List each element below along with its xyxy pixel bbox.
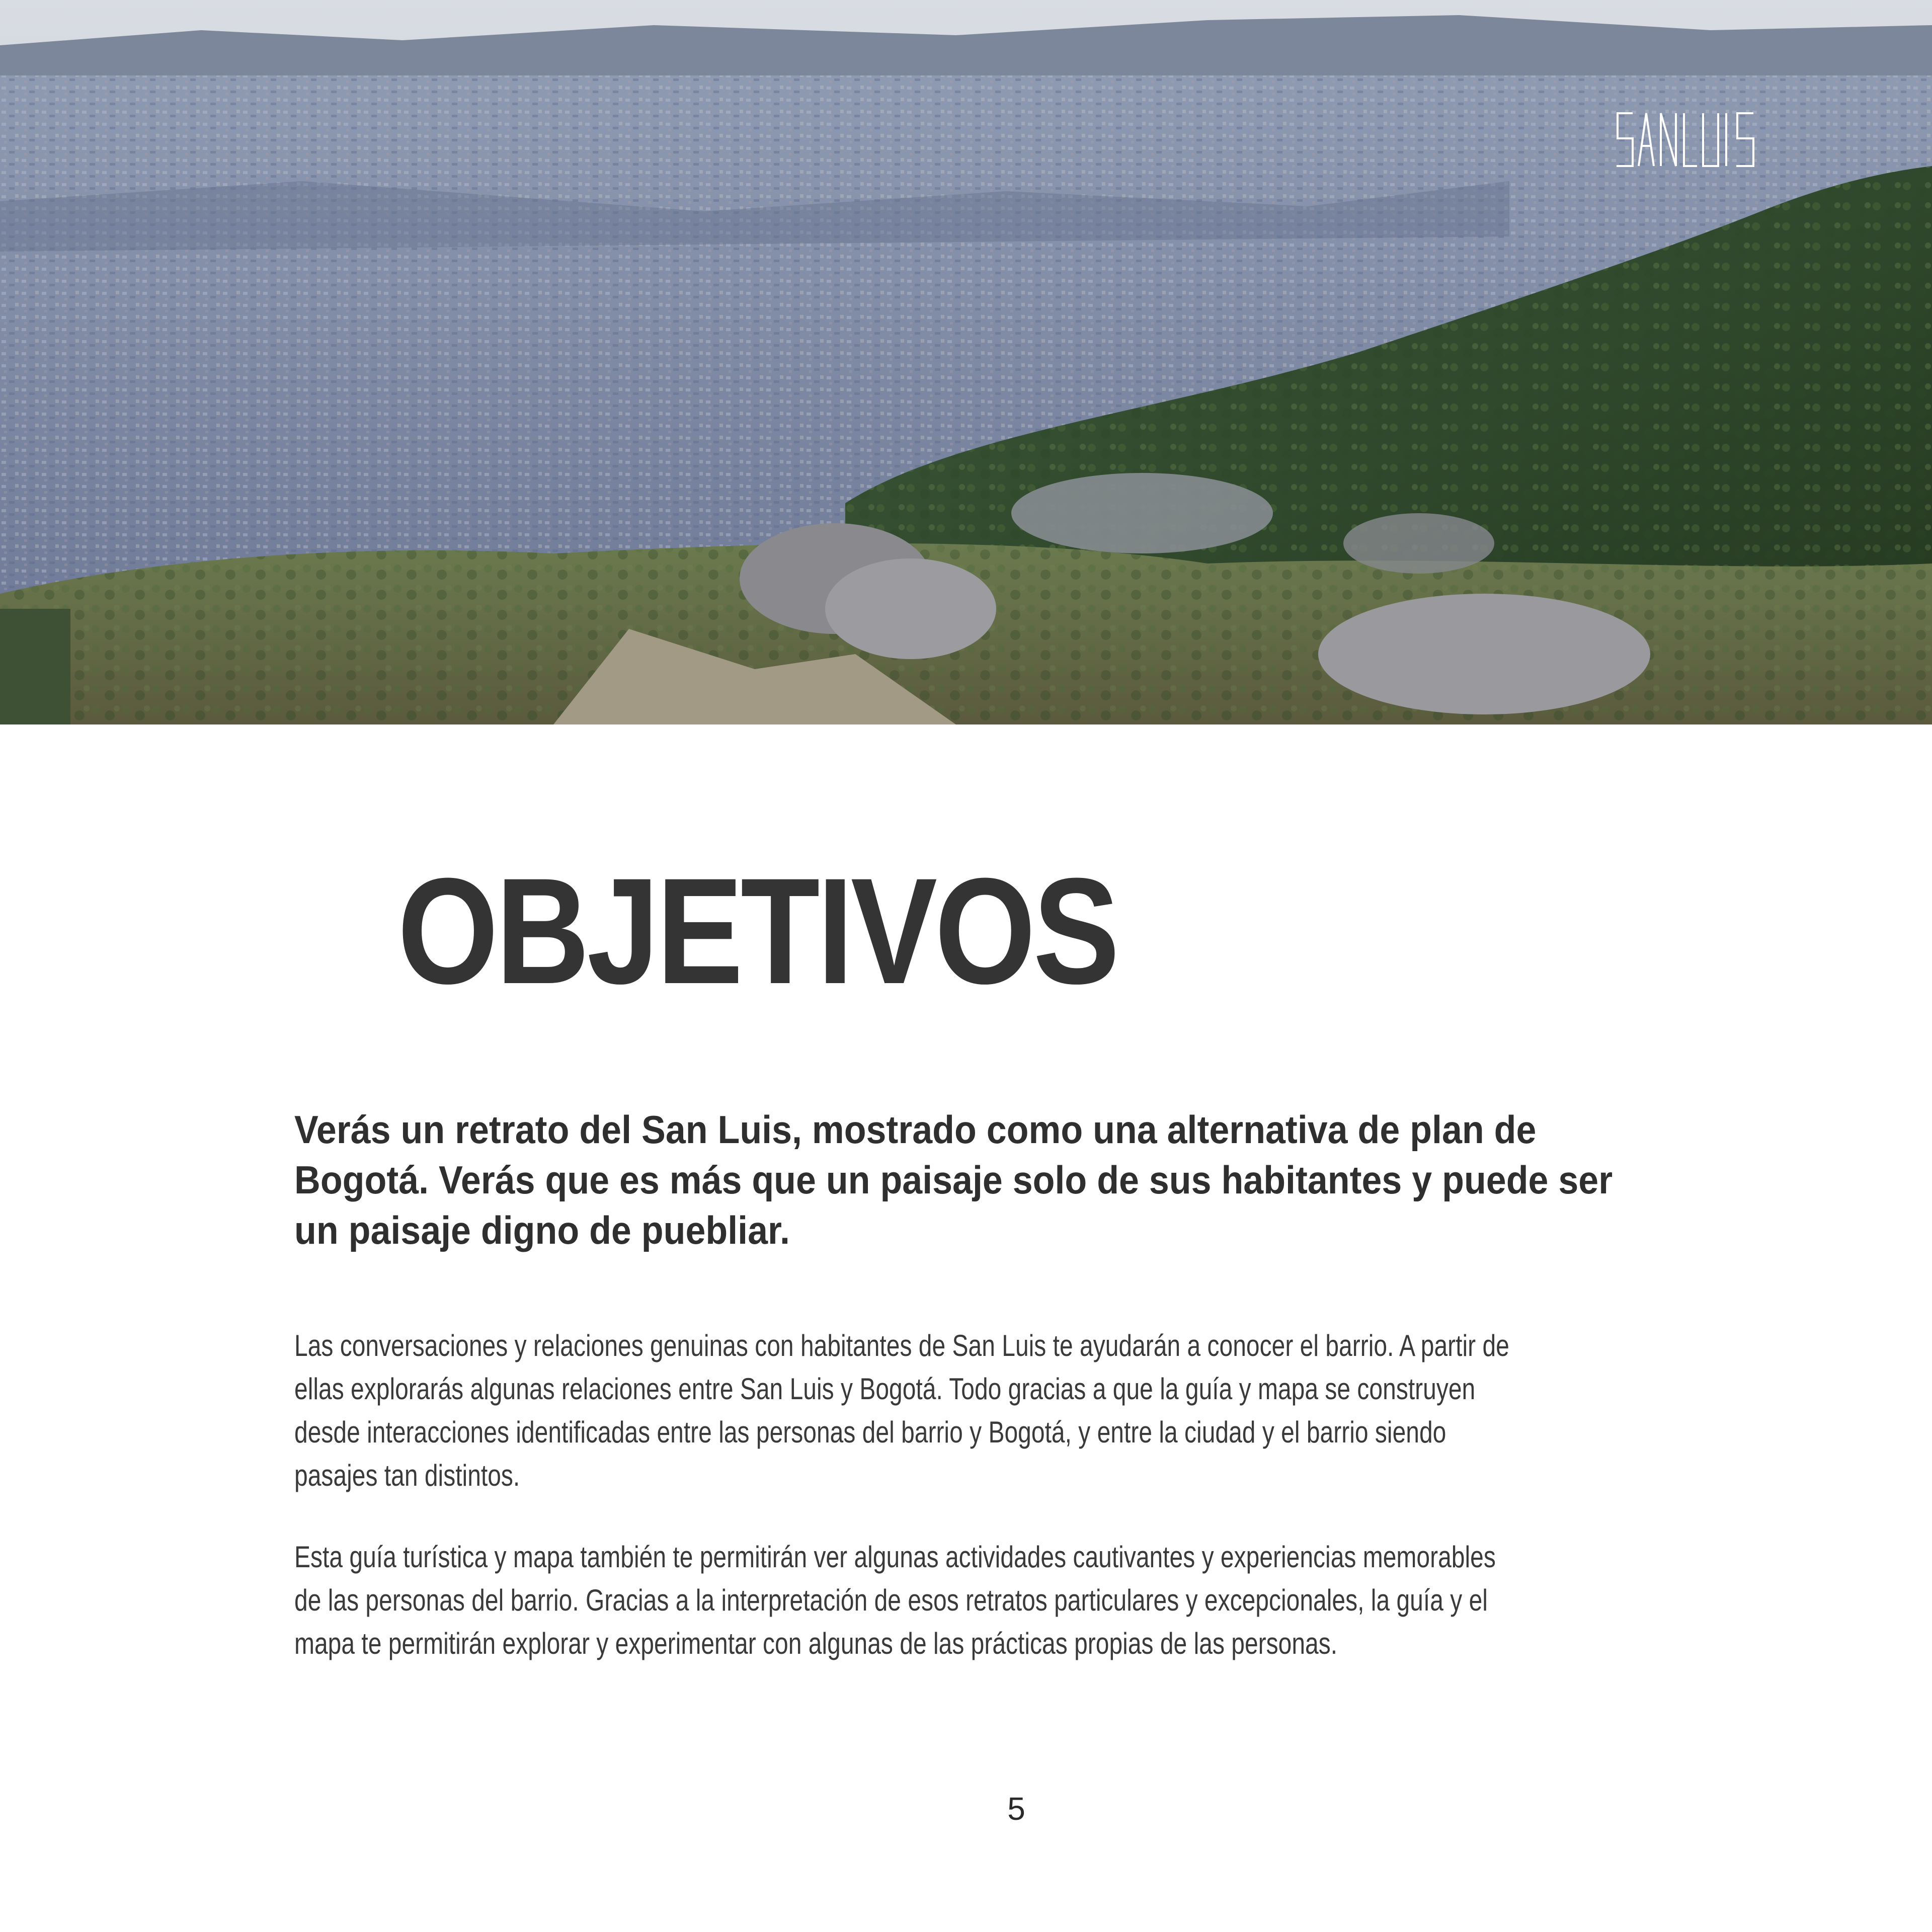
sanluis-logo <box>1613 103 1774 179</box>
sanluis-logo-icon <box>1613 103 1774 179</box>
header-landscape-photo <box>0 0 1932 725</box>
lead-paragraph: Verás un retrato del San Luis, mostrado como una alternativa de plan de Bogotá. Verás que es más que un paisaje solo de sus habitantes y puede ser un paisaje digno de puebliar. <box>294 1107 1613 1252</box>
page-title: OBJETIVOS <box>397 846 1117 1015</box>
body-paragraph-1: Las conversaciones y relaciones genuinas con habitantes de San Luis te ayudarán a conocer el barrio. A partir de ellas explorarás algunas relaciones entre San Luis y Bogotá. Todo gracias a que la guía y mapa se construyen desde interacciones identificadas entre las personas del barrio y Bogotá, y entre la ciudad y el barrio siendo pasajes tan distintos. <box>294 1329 1509 1492</box>
body-paragraph-2: Esta guía turística y mapa también te permitirán ver algunas actividades cautivantes y experiencias memorables de las personas del barrio. Gracias a la interpretación de esos retratos particulares y excepcionales, la guía y el mapa te permitirán explorar y experimentar con algunas de las prácticas propias de las personas. <box>294 1540 1496 1660</box>
page-number: 5 <box>1007 1791 1025 1827</box>
